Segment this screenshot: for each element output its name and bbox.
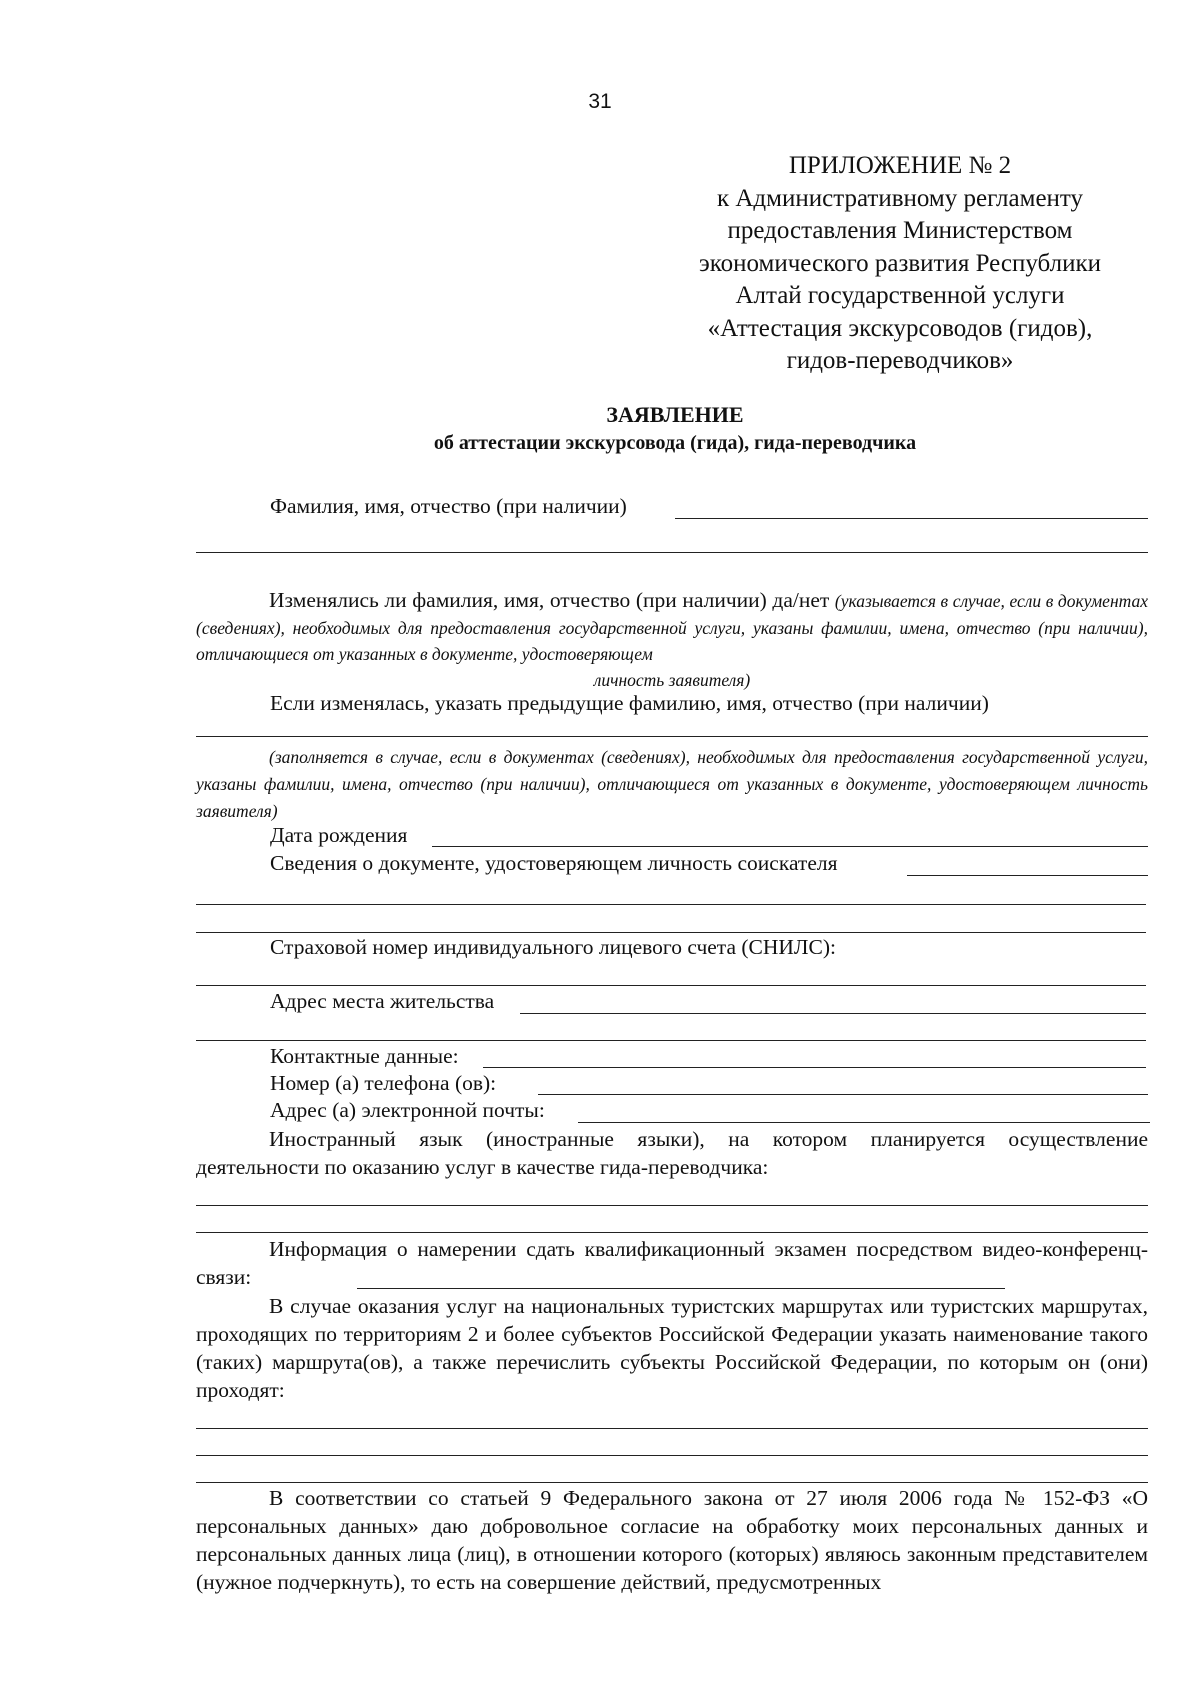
snils-label: Страховой номер индивидуального лицевого счета (СНИЛС): bbox=[270, 935, 836, 959]
video-exam-input-line[interactable] bbox=[357, 1288, 1005, 1289]
id-document-input-line-3[interactable] bbox=[196, 932, 1146, 933]
phone-input-line[interactable] bbox=[538, 1094, 1148, 1095]
phone-label: Номер (а) телефона (ов): bbox=[270, 1071, 497, 1095]
language-input-line-2[interactable] bbox=[196, 1232, 1148, 1233]
appendix-line: Алтай государственной услуги bbox=[735, 282, 1065, 309]
fio-input-line-2[interactable] bbox=[196, 552, 1148, 553]
fio-input-line[interactable] bbox=[675, 518, 1148, 519]
name-changed-block bbox=[196, 588, 1148, 693]
id-document-input-line[interactable] bbox=[907, 875, 1148, 876]
appendix-line: «Аттестация экскурсоводов (гидов), bbox=[707, 314, 1093, 342]
email-input-line[interactable] bbox=[578, 1122, 1150, 1123]
appendix-line: к Административному регламенту bbox=[716, 184, 1084, 212]
id-document-input-line-2[interactable] bbox=[196, 904, 1146, 905]
name-changed-note-end: личность заявителя) bbox=[593, 669, 751, 690]
contacts-input-line[interactable] bbox=[483, 1067, 1146, 1068]
email-label: Адрес (а) электронной почты: bbox=[270, 1098, 545, 1122]
contacts-label: Контактные данные: bbox=[270, 1044, 459, 1068]
id-document-label: Сведения о документе, удостоверяющем личность соискателя bbox=[270, 851, 838, 875]
appendix-line: экономического развития Республики bbox=[699, 249, 1101, 277]
routes-input-line-2[interactable] bbox=[196, 1455, 1148, 1456]
appendix-line: ПРИЛОЖЕНИЕ № 2 bbox=[788, 152, 1012, 179]
appendix-line: гидов-переводчиков» bbox=[786, 347, 1014, 374]
previous-name-input-line[interactable] bbox=[196, 736, 1148, 737]
language-input-line[interactable] bbox=[196, 1205, 1148, 1206]
snils-input-line[interactable] bbox=[196, 985, 1146, 986]
appendix-line: предоставления Министерством bbox=[727, 217, 1073, 244]
name-changed-note: (указывается в случае, если в документах (сведениях), необходимых для предоставления государственной услуги, указаны фамилии, имена, отчество (при наличии), отличающиеся от указанных в документе, удостоверяющем bbox=[196, 591, 1148, 664]
appendix-header bbox=[680, 150, 1120, 378]
fio-label: Фамилия, имя, отчество (при наличии) bbox=[270, 494, 627, 518]
consent-text: В соответствии со статьей 9 Федерального закона от 27 июля 2006 года № 152-ФЗ «О персональных данных» даю добровольное согласие на обработку моих персональных данных и персональных данных лица (лиц), в отношении которого (которых) являюсь законным представителем (нужное подчеркнуть), то есть на совершение действий, предусмотренных bbox=[196, 1486, 1148, 1594]
name-changed-label: Изменялись ли фамилия, имя, отчество (при наличии) да/нет bbox=[269, 588, 830, 612]
page-number: 31 bbox=[588, 90, 612, 113]
previous-name-label: Если изменялась, указать предыдущие фамилию, имя, отчество (при наличии) bbox=[270, 691, 989, 715]
document-subtitle: об аттестации экскурсовода (гида), гида-переводчика bbox=[433, 432, 917, 454]
previous-name-note: (заполняется в случае, если в документах (сведениях), необходимых для предоставления государственной услуги, указаны фамилии, имена, отчество (при наличии), отличающиеся от указанных в документе, удостоверяющем личность заявителя) bbox=[196, 747, 1148, 821]
birth-date-input-line[interactable] bbox=[432, 846, 1148, 847]
routes-input-line-3[interactable] bbox=[196, 1482, 1148, 1483]
language-label: Иностранный язык (иностранные языки), на котором планируется осуществление деятельности по оказанию услуг в качестве гида-переводчика: bbox=[196, 1127, 1148, 1179]
video-exam-label: Информация о намерении сдать квалификационный экзамен посредством видео-конференц-связи: bbox=[196, 1237, 1148, 1289]
routes-input-line[interactable] bbox=[196, 1428, 1148, 1429]
document-title: ЗАЯВЛЕНИЕ bbox=[606, 402, 744, 427]
address-input-line-2[interactable] bbox=[196, 1040, 1146, 1041]
address-label: Адрес места жительства bbox=[270, 989, 495, 1013]
birth-date-label: Дата рождения bbox=[270, 823, 408, 847]
address-input-line[interactable] bbox=[520, 1013, 1146, 1014]
routes-label: В случае оказания услуг на национальных туристских маршрутах или туристских маршрутах, проходящих по территориям 2 и более субъектов Российской Федерации указать наименование такого (таких) маршрута(ов), а также перечислить субъекты Российской Федерации, по которым он (они) проходят: bbox=[196, 1294, 1148, 1402]
